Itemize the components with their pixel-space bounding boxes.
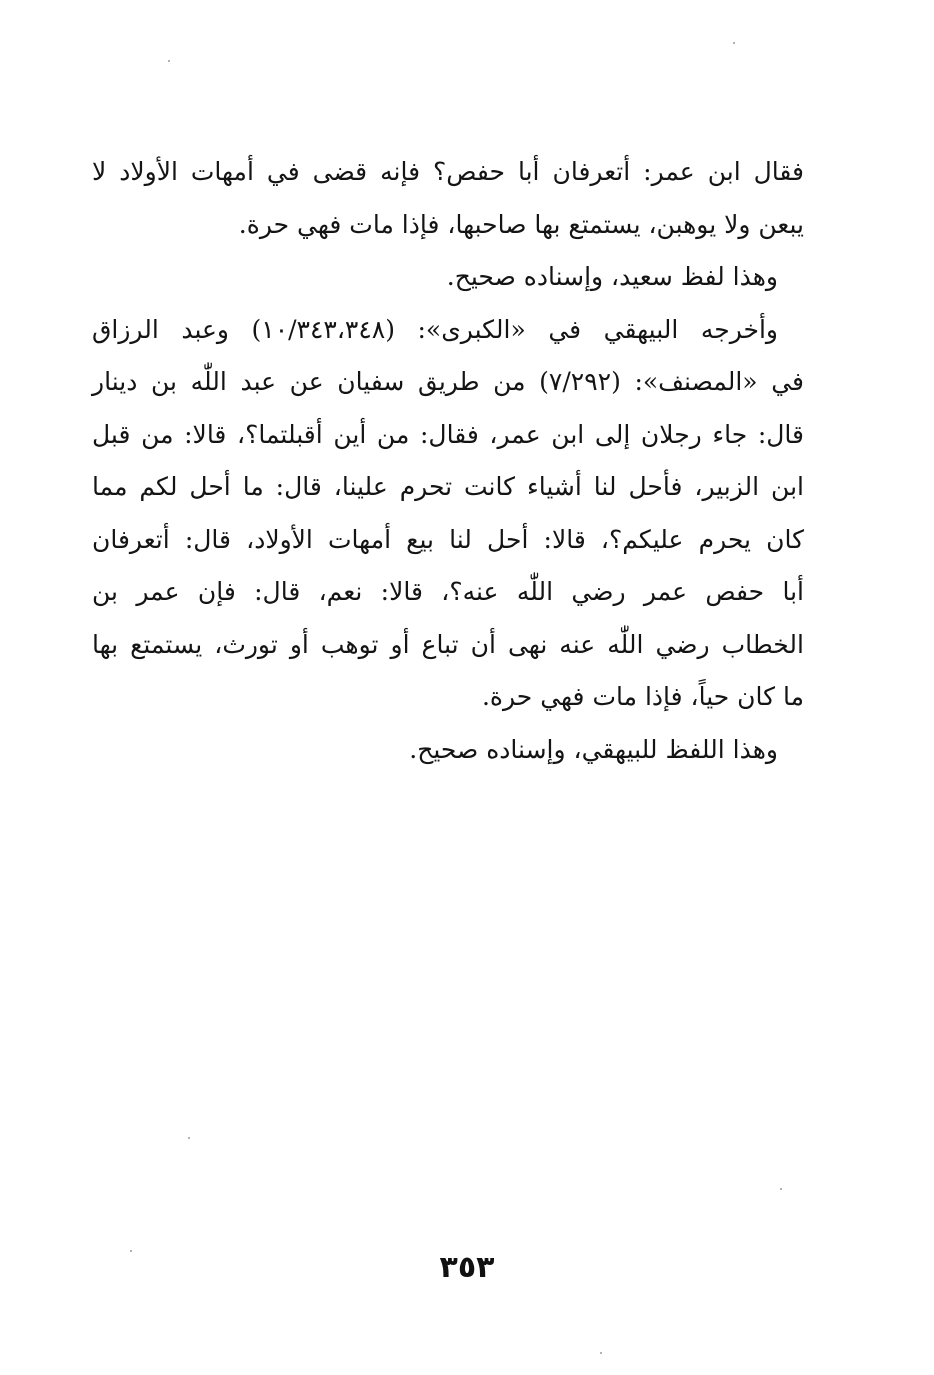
text-line: فقال ابن عمر: أتعرفان أبا حفص؟ فإنه قضى في أمهات الأولاد لا bbox=[92, 157, 804, 186]
scan-speck bbox=[780, 1188, 782, 1190]
text-line: الخطاب رضي اللّٰه عنه نهى أن تباع أو توهب أو تورث، يستمتع بها bbox=[92, 629, 804, 659]
page-number: ٣٥٣ bbox=[439, 1250, 495, 1285]
scan-speck bbox=[168, 60, 170, 62]
text-line: في «المصنف»: (٧/٢٩٢) من طريق سفيان عن عبد اللّٰه بن دينار bbox=[92, 367, 804, 396]
text-line: يبعن ولا يوهبن، يستمتع بها صاحبها، فإذا مات فهي حرة. bbox=[238, 209, 804, 239]
scan-speck bbox=[733, 42, 735, 44]
text-line: أبا حفص عمر رضي اللّٰه عنه؟، قالا: نعم، قال: فإن عمر بن bbox=[92, 577, 804, 606]
scan-speck bbox=[600, 1352, 602, 1354]
text-line: ابن الزبير، فأحل لنا أشياء كانت تحرم علينا، قال: ما أحل لكم مما bbox=[92, 472, 804, 501]
body-text bbox=[92, 146, 804, 776]
scan-speck bbox=[130, 1250, 132, 1252]
text-line: قال: جاء رجلان إلى ابن عمر، فقال: من أين أقبلتما؟، قالا: من قبل bbox=[92, 419, 804, 449]
text-line: وهذا لفظ سعيد، وإسناده صحيح. bbox=[446, 262, 778, 291]
text-line: ما كان حياً، فإذا مات فهي حرة. bbox=[481, 682, 804, 711]
text-line: وهذا اللفظ للبيهقي، وإسناده صحيح. bbox=[409, 734, 778, 764]
text-line: كان يحرم عليكم؟، قالا: أحل لنا بيع أمهات الأولاد، قال: أتعرفان bbox=[92, 524, 804, 554]
text-line: وأخرجه البيهقي في «الكبرى»: (١٠/٣٤٣،٣٤٨) وعبد الرزاق bbox=[92, 314, 778, 344]
scan-speck bbox=[188, 1137, 190, 1139]
